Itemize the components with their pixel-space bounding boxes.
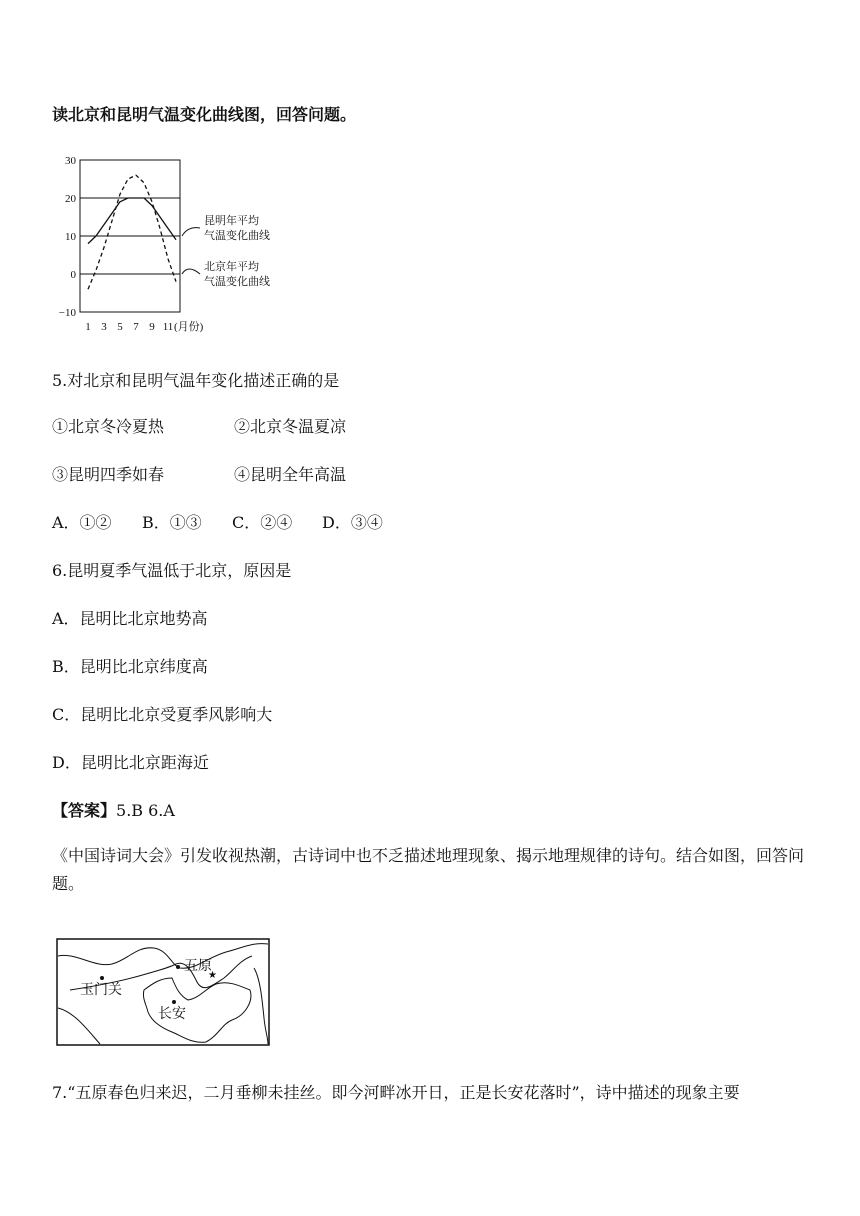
poetry-map [56,938,272,1048]
q6-option-b[interactable]: B．昆明比北京纬度高 [52,657,208,676]
q5-option-c[interactable]: C．②④ [232,513,293,532]
legend-label: 气温变化曲线 [204,275,270,288]
legend-label: 昆明年平均 [204,214,259,227]
wuyuan-dot [176,965,180,969]
map-label-wuyuan: 五原 [184,958,212,974]
q5-statement-3: ③昆明四季如春 [52,465,165,484]
legend-leader [182,269,200,274]
temperature-chart [46,150,306,340]
answer-text: 5.B 6.A [116,801,175,820]
map-border-upper [58,944,268,969]
legend-label: 气温变化曲线 [204,229,270,242]
y-tick-label: 20 [65,193,76,205]
x-tick-label: 3 [101,321,107,333]
q5-options [52,512,383,534]
map-label-yumenguan: 玉门关 [80,982,122,998]
x-tick-label: 1 [85,321,91,333]
x-tick-label: 9 [149,321,155,333]
intro-text: 读北京和昆明气温变化曲线图，回答问题。 [52,105,357,124]
y-tick-label: −10 [58,307,76,319]
y-tick-label: 0 [70,269,76,281]
q5-statement-2: ②北京冬温夏凉 [234,417,347,436]
q6-option-a[interactable]: A．昆明比北京地势高 [52,609,208,628]
q5-option-a[interactable]: A．①② [52,513,112,532]
map-border-lower [58,1008,100,1044]
q6-option-d[interactable]: D．昆明比北京距海近 [52,753,209,772]
yumenguan-dot [100,976,104,980]
q5-stem: 5.对北京和昆明气温年变化描述正确的是 [52,371,340,390]
wuyuan-star-icon: ★ [208,970,217,981]
answer-line [52,800,175,822]
x-axis-unit: (月份) [174,321,204,333]
x-tick-label: 5 [117,321,123,333]
q6-stem: 6.昆明夏季气温低于北京，原因是 [52,561,292,580]
poetry-intro: 《中国诗词大会》引发收视热潮，古诗词中也不乏描述地理现象、揭示地理规律的诗句。结合如图，回答问题。 [52,846,805,893]
answer-label: 【答案】 [52,801,117,820]
legend-leader [182,228,200,236]
q5-option-b[interactable]: B．①③ [142,513,202,532]
q5-statement-4: ④昆明全年高温 [234,465,347,484]
changan-dot [172,1000,176,1004]
y-tick-label: 10 [65,231,76,243]
kunming-series-line [88,198,176,244]
map-label-changan: 长安 [158,1006,186,1022]
q6-option-c[interactable]: C．昆明比北京受夏季风影响大 [52,705,273,724]
q7-stem: 7.“五原春色归来迟，二月垂柳未挂丝。即今河畔冰开日，正是长安花落时”，诗中描述的现象主要 [52,1083,740,1102]
beijing-series-line [88,175,176,289]
q5-statement-1: ①北京冬冷夏热 [52,417,165,436]
x-tick-label: 7 [133,321,139,333]
map-border-right [254,968,268,1044]
legend-label: 北京年平均 [204,260,259,273]
x-tick-label: 11 [162,321,174,333]
y-tick-label: 30 [65,155,76,167]
q5-option-d[interactable]: D．③④ [322,513,383,532]
